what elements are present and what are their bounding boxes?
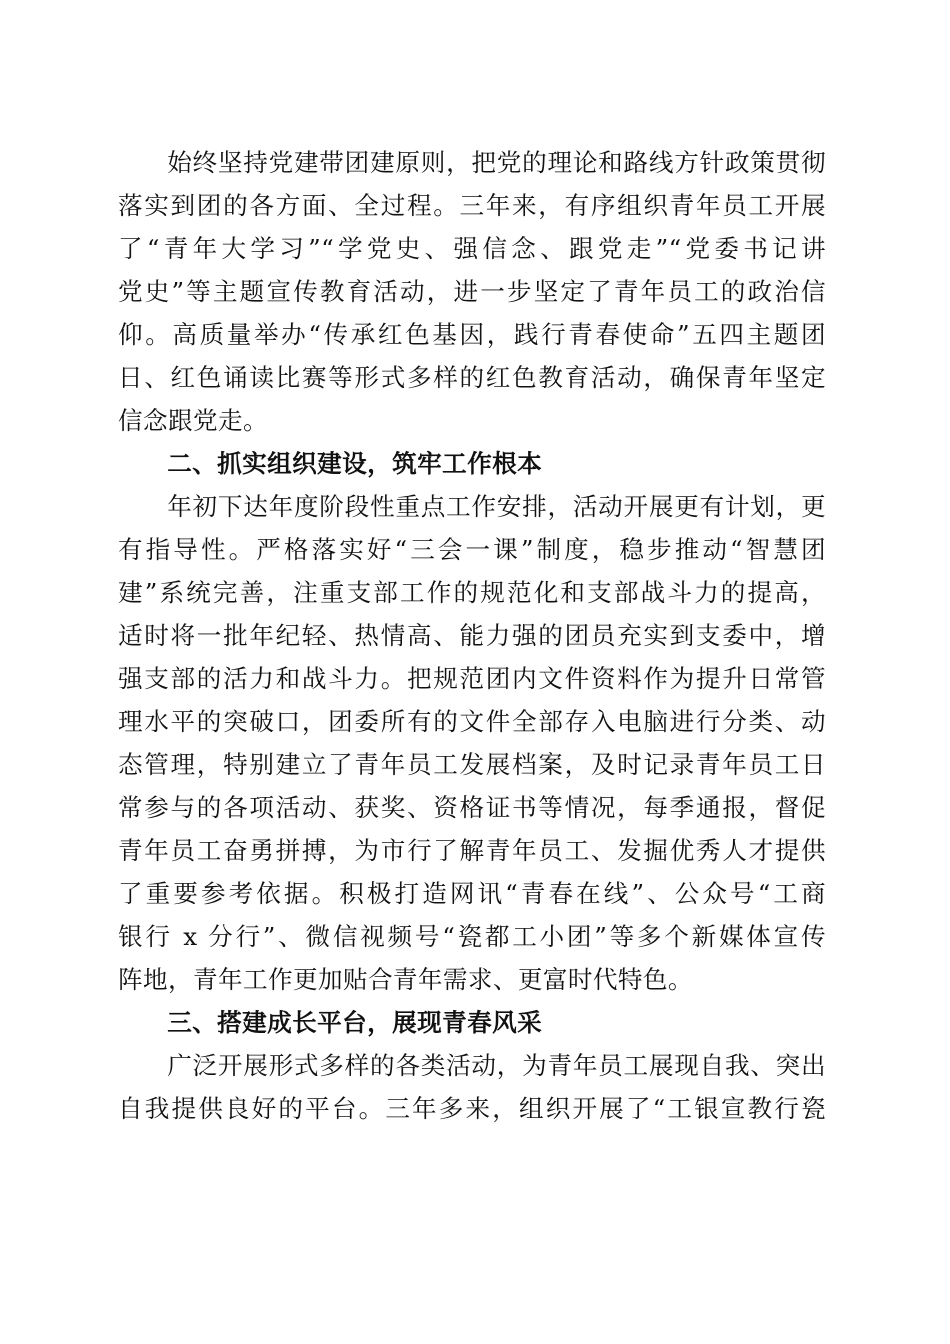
text-line: 日、红色诵读比赛等形式多样的红色教育活动，确保青年坚定 bbox=[118, 363, 826, 392]
text-line: 年初下达年度阶段性重点工作安排，活动开展更有计划，更 bbox=[167, 492, 826, 521]
text-line: 强支部的活力和战斗力。把规范团内文件资料作为提升日常管 bbox=[118, 664, 826, 693]
paragraph-growth-platform bbox=[118, 1044, 826, 1130]
section-heading-organization: 二、抓实组织建设，筑牢工作根本 bbox=[167, 449, 543, 478]
text-line: 党史”等主题宣传教育活动，进一步坚定了青年员工的政治信 bbox=[118, 277, 826, 306]
document-page bbox=[118, 141, 826, 1130]
text-line: 广泛开展形式多样的各类活动，为青年员工展现自我、突出 bbox=[167, 1051, 826, 1080]
text-line: 落实到团的各方面、全过程。三年来，有序组织青年员工开展 bbox=[118, 191, 826, 220]
paragraph-organization bbox=[118, 485, 826, 1001]
text-line: 信念跟党走。 bbox=[118, 406, 268, 435]
text-line: 理水平的突破口，团委所有的文件全部存入电脑进行分类、动 bbox=[118, 707, 826, 736]
paragraph-party-building bbox=[118, 141, 826, 442]
text-line: 自我提供良好的平台。三年多来，组织开展了“工银宣教行瓷 bbox=[118, 1094, 826, 1123]
text-line: 建”系统完善，注重支部工作的规范化和支部战斗力的提高， bbox=[118, 578, 826, 607]
section-heading-growth-platform: 三、搭建成长平台，展现青春风采 bbox=[167, 1008, 543, 1037]
text-line: 态管理，特别建立了青年员工发展档案，及时记录青年员工日 bbox=[118, 750, 826, 779]
text-line: 仰。高质量举办“传承红色基因，践行青春使命”五四主题团 bbox=[118, 320, 826, 349]
text-line: 阵地，青年工作更加贴合青年需求、更富时代特色。 bbox=[118, 965, 693, 994]
text-line: 始终坚持党建带团建原则，把党的理论和路线方针政策贯彻 bbox=[167, 148, 826, 177]
text-line: 适时将一批年纪轻、热情高、能力强的团员充实到支委中，增 bbox=[118, 621, 826, 650]
text-line: 有指导性。严格落实好“三会一课”制度，稳步推动“智慧团 bbox=[118, 535, 826, 564]
text-line: 了重要参考依据。积极打造网讯“青春在线”、公众号“工商 bbox=[118, 879, 826, 908]
text-line: 银行 x 分行”、微信视频号“瓷都工小团”等多个新媒体宣传 bbox=[118, 922, 826, 951]
text-line: 青年员工奋勇拼搏，为市行了解青年员工、发掘优秀人才提供 bbox=[118, 836, 826, 865]
text-line: 常参与的各项活动、获奖、资格证书等情况，每季通报，督促 bbox=[118, 793, 826, 822]
text-line: 了“青年大学习”“学党史、强信念、跟党走”“党委书记讲 bbox=[118, 234, 826, 263]
